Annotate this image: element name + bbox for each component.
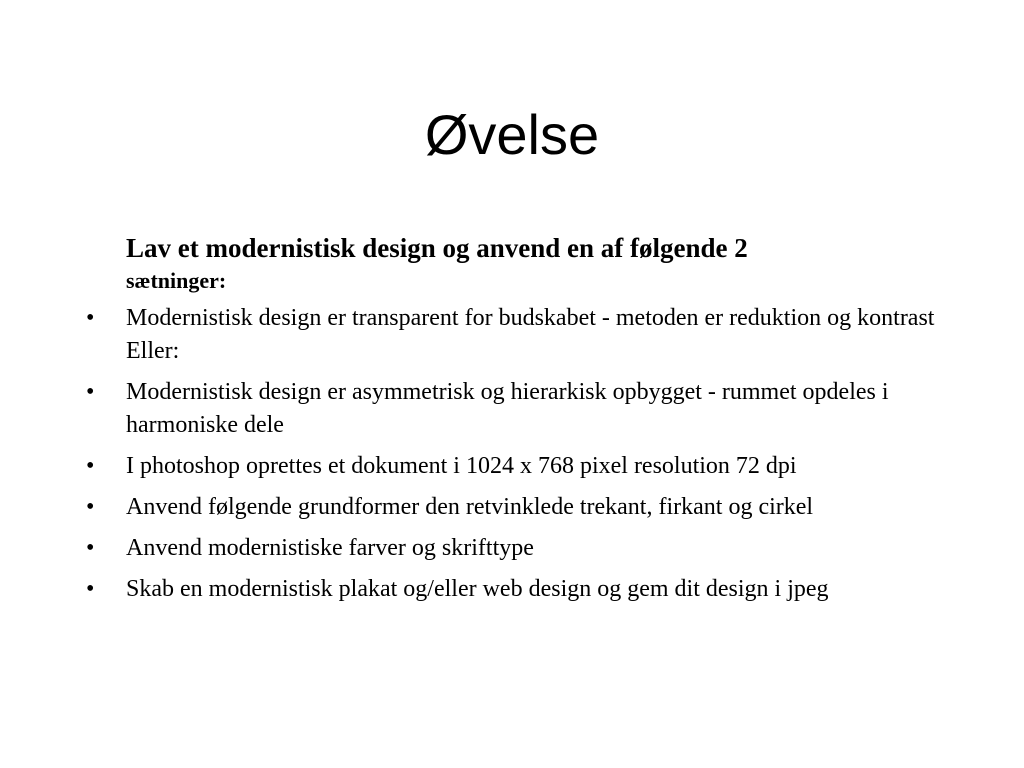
bullet-icon: • — [86, 535, 95, 561]
bullet-icon: • — [86, 576, 95, 602]
slide-title: Øvelse — [424, 103, 600, 166]
list-item-text: Anvend følgende grundformer den retvinklede trekant, firkant og cirkel — [126, 494, 814, 520]
intro-text — [126, 230, 946, 296]
list-item-text: I photoshop oprettes et dokument i 1024 x 768 pixel resolution 72 dpi — [126, 453, 797, 479]
bullet-list — [86, 302, 946, 606]
bullet-icon: • — [86, 379, 95, 405]
list-item — [86, 302, 946, 368]
bullet-icon: • — [86, 305, 95, 331]
slide-body — [86, 230, 946, 614]
bullet-icon: • — [86, 494, 95, 520]
list-item-text: Skab en modernistisk plakat og/eller web design og gem dit design i jpeg — [126, 576, 829, 602]
bullet-icon: • — [86, 453, 95, 479]
list-item-text: Modernistisk design er transparent for budskabet - metoden er reduktion og kontrast Eller: — [126, 305, 935, 364]
list-item — [86, 450, 946, 483]
list-item — [86, 532, 946, 565]
list-item-text: Modernistisk design er asymmetrisk og hierarkisk opbygget - rummet opdeles i harmoniske dele — [126, 379, 889, 438]
list-item — [86, 376, 946, 442]
list-item-text: Anvend modernistiske farver og skrifttype — [126, 535, 534, 561]
intro-line-2: sætninger: — [126, 268, 227, 293]
intro-line-1: Lav et modernistisk design og anvend en af følgende 2 — [126, 233, 748, 263]
list-item — [86, 491, 946, 524]
list-item — [86, 573, 946, 606]
